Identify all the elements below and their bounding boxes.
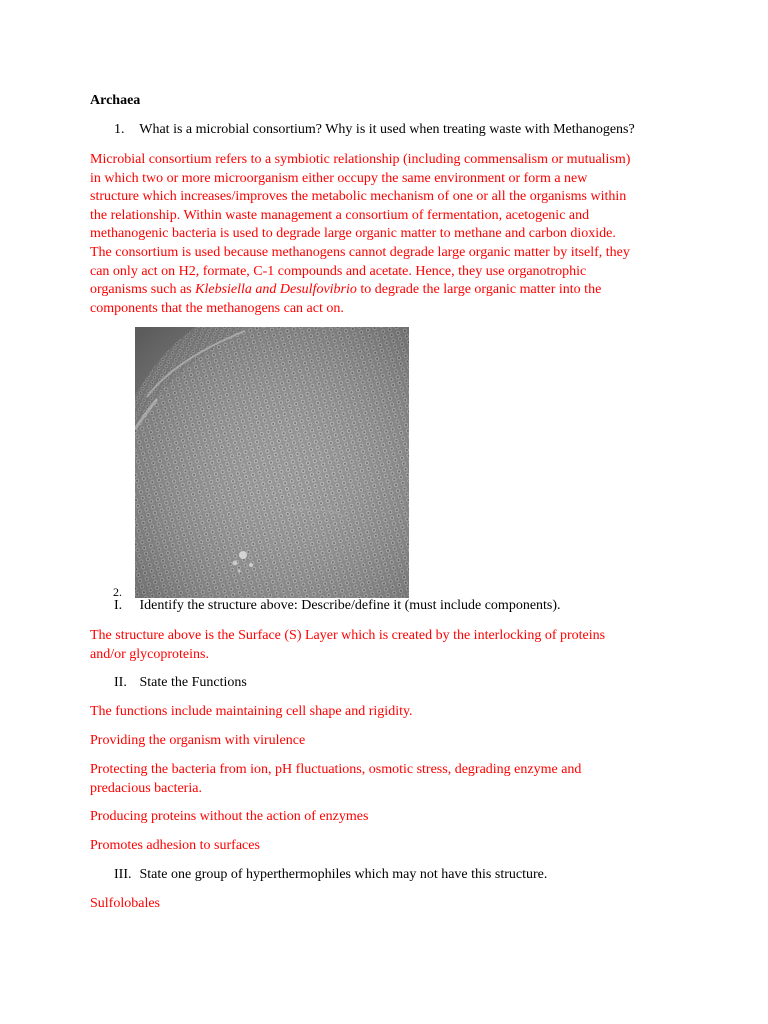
answer-2-iii: Sulfolobales bbox=[90, 896, 160, 911]
answer-1 bbox=[90, 151, 690, 318]
answer-2-i-line: The structure above is the Surface (S) Layer which is created by the interlocking of proteins bbox=[90, 628, 606, 643]
s-layer-micrograph-image bbox=[135, 327, 409, 598]
part-iii-numeral: III. bbox=[114, 867, 132, 882]
question-2-number: 2. bbox=[113, 585, 122, 599]
answer-1-line-8-prefix: organisms such as bbox=[90, 282, 196, 298]
answer-1-line: methanogenic bacteria is used to degrade large organic matter to methane and carbon dioxide. bbox=[90, 226, 616, 242]
answer-1-organism-names: Klebsiella and Desulfovibrio bbox=[195, 282, 357, 298]
answer-1-line: structure which increases/improves the metabolic mechanism of one or all the organisms within bbox=[90, 189, 627, 205]
function-answer: The functions include maintaining cell shape and rigidity. bbox=[90, 704, 413, 719]
question-1 bbox=[114, 122, 635, 138]
part-ii-text: State the Functions bbox=[139, 675, 247, 690]
question-1-text: What is a microbial consortium? Why is it used when treating waste with Methanogens? bbox=[139, 122, 635, 137]
question-1-number: 1. bbox=[114, 122, 125, 137]
answer-2-i bbox=[90, 627, 690, 664]
question-2-part-i bbox=[114, 598, 561, 614]
question-2-part-iii bbox=[114, 867, 547, 883]
answer-2-i-line: and/or glycoproteins. bbox=[90, 646, 209, 662]
answer-1-line: Microbial consortium refers to a symbiotic relationship (including commensalism or mutualism) bbox=[90, 152, 631, 167]
function-answer: Protecting the bacteria from ion, pH fluctuations, osmotic stress, degrading enzyme and bbox=[90, 762, 582, 777]
part-ii-numeral: II. bbox=[114, 675, 127, 690]
function-answer-continued: predacious bacteria. bbox=[90, 781, 202, 796]
function-answer: Producing proteins without the action of enzymes bbox=[90, 809, 369, 824]
answer-1-line: components that the methanogens can act on. bbox=[90, 300, 344, 316]
question-2-part-ii bbox=[114, 675, 247, 691]
section-title: Archaea bbox=[90, 93, 141, 108]
part-iii-text: State one group of hyperthermophiles which may not have this structure. bbox=[139, 867, 548, 882]
answer-1-line: in which two or more microorganism either occupy the same environment or form a new bbox=[90, 170, 588, 186]
answer-1-line-8-suffix: to degrade the large organic matter into the bbox=[356, 282, 602, 298]
function-answer: Providing the organism with virulence bbox=[90, 733, 306, 748]
function-answer: Promotes adhesion to surfaces bbox=[90, 838, 260, 853]
answer-1-line: the relationship. Within waste management a consortium of fermentation, acetogenic and bbox=[90, 207, 590, 223]
answer-1-line-8 bbox=[90, 281, 690, 300]
answer-1-line: The consortium is used because methanogens cannot degrade large organic matter by itself, they bbox=[90, 244, 630, 260]
part-i-text: Identify the structure above: Describe/define it (must include components). bbox=[139, 598, 561, 613]
answer-1-line: can only act on H2, formate, C-1 compounds and acetate. Hence, they use organotrophic bbox=[90, 263, 587, 279]
part-i-numeral: I. bbox=[114, 598, 123, 613]
